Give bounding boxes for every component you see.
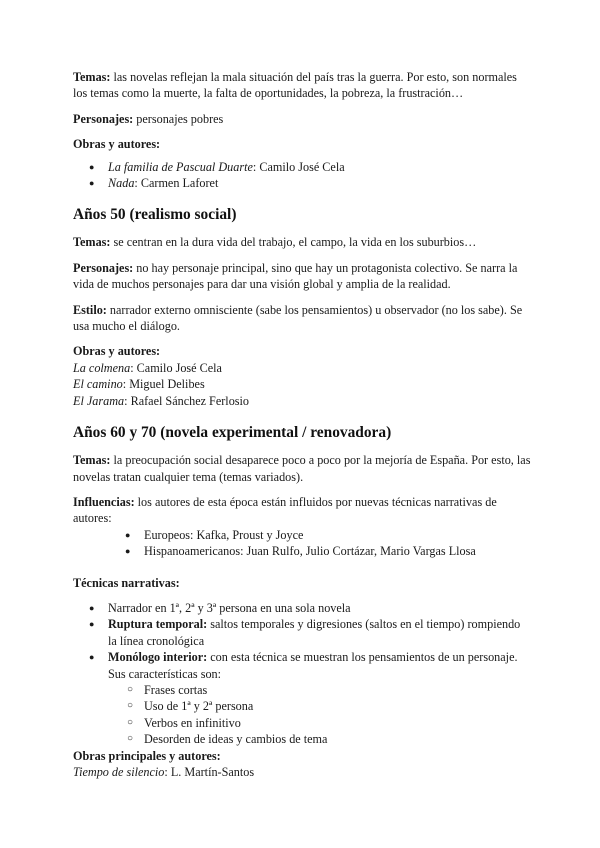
list-item [73, 616, 531, 649]
temas-label: Temas: [73, 70, 111, 84]
work-title: La colmena [73, 360, 131, 375]
temas-label: Temas: [73, 235, 111, 250]
influencias-list [73, 527, 531, 560]
work-sep: : [164, 765, 171, 779]
ruptura-text: saltos temporales y digresiones (saltos en el tiempo) rompiendo la línea cronológica [108, 617, 521, 648]
influencias-paragraph [73, 494, 531, 527]
document-page [73, 69, 531, 780]
work-author: L. Martín-Santos [170, 765, 255, 779]
temas-paragraph [73, 452, 531, 485]
work-title: Tiempo de silencio [73, 765, 165, 779]
work-line [73, 764, 531, 780]
monologo-label: Monólogo interior: [108, 650, 208, 665]
obras-label: Obras y autores: [73, 137, 161, 152]
list-item: ○ Uso de 1ª y 2ª persona [73, 698, 531, 714]
list-item [73, 649, 531, 682]
work-title: La familia de Pascual Duarte [108, 159, 253, 174]
temas-paragraph [73, 69, 531, 102]
work-author: Camilo José Cela [259, 159, 345, 174]
list-item: ● Narrador en 1ª, 2ª y 3ª persona en una sola novela [73, 600, 531, 616]
section-heading-anos-50: Años 50 (realismo social) [73, 206, 237, 224]
personajes-label: Personajes: [73, 111, 134, 126]
personajes-text: personajes pobres [133, 111, 224, 126]
work-title: El camino [73, 377, 123, 392]
estilo-label: Estilo: [73, 302, 107, 317]
work-line [73, 360, 531, 376]
work-sep: : [124, 393, 131, 408]
estilo-text: narrador externo omnisciente (sabe los pensamientos) u observador (no los sabe). Se usa mucho el diálogo. [73, 302, 523, 334]
work-sep: : [252, 159, 260, 174]
work-author: Miguel Delibes [129, 377, 205, 392]
personajes-paragraph [73, 260, 531, 293]
list-item: ○ Desorden de ideas y cambios de tema [73, 731, 531, 747]
list-item: ○ Frases cortas [73, 682, 531, 698]
work-author: Rafael Sánchez Ferlosio [130, 393, 250, 408]
work-line [73, 393, 531, 409]
list-item [73, 175, 531, 191]
list-item: ● Europeos: Kafka, Proust y Joyce [73, 527, 531, 543]
work-title: El Jarama [73, 393, 125, 408]
work-author: Camilo José Cela [136, 360, 222, 375]
temas-label: Temas: [73, 453, 111, 468]
work-author: Carmen Laforet [140, 176, 219, 191]
tecnicas-label: Técnicas narrativas: [73, 575, 180, 590]
personajes-label: Personajes: [73, 260, 134, 275]
tecnicas-list [73, 600, 531, 682]
estilo-paragraph [73, 302, 531, 335]
list-item: ○ Verbos en infinitivo [73, 715, 531, 731]
monologo-text: con esta técnica se muestran los pensamientos de un personaje. Sus características son: [108, 650, 518, 681]
temas-text: la preocupación social desaparece poco a poco por la mejoría de España. Por esto, las novelas tratan cualquier tema (temas variados). [73, 453, 531, 484]
personajes-text: no hay personaje principal, sino que hay un protagonista colectivo. Se narra la vida de muchos personajes para dar una visión global y amplia de la realidad. [73, 260, 518, 292]
work-sep: : [130, 360, 137, 375]
temas-text: se centran en la dura vida del trabajo, el campo, la vida en los suburbios… [110, 235, 477, 250]
influencias-label: Influencias: [73, 494, 135, 509]
caracteristicas-list [73, 682, 531, 748]
ruptura-label: Ruptura temporal: [108, 617, 208, 632]
obras-principales-label: Obras principales y autores: [73, 748, 221, 763]
temas-paragraph [73, 234, 531, 250]
work-sep: : [122, 377, 130, 392]
section-heading-anos-60-70: Años 60 y 70 (novela experimental / renovadora) [73, 424, 392, 442]
list-item [73, 159, 531, 175]
personajes-paragraph [73, 111, 531, 127]
work-line [73, 376, 531, 392]
list-item: ● Hispanoamericanos: Juan Rulfo, Julio Cortázar, Mario Vargas Llosa [73, 543, 531, 559]
obras-list [73, 159, 531, 192]
obras-label: Obras y autores: [73, 344, 161, 359]
work-title: Nada [108, 176, 135, 191]
influencias-text: los autores de esta época están influidos por nuevas técnicas narrativas de autores: [73, 494, 497, 526]
work-sep: : [134, 176, 141, 191]
temas-text: las novelas reflejan la mala situación del país tras la guerra. Por esto, son normales los temas como la muerte, la falta de oportunidades, la pobreza, la frustración… [73, 70, 517, 101]
